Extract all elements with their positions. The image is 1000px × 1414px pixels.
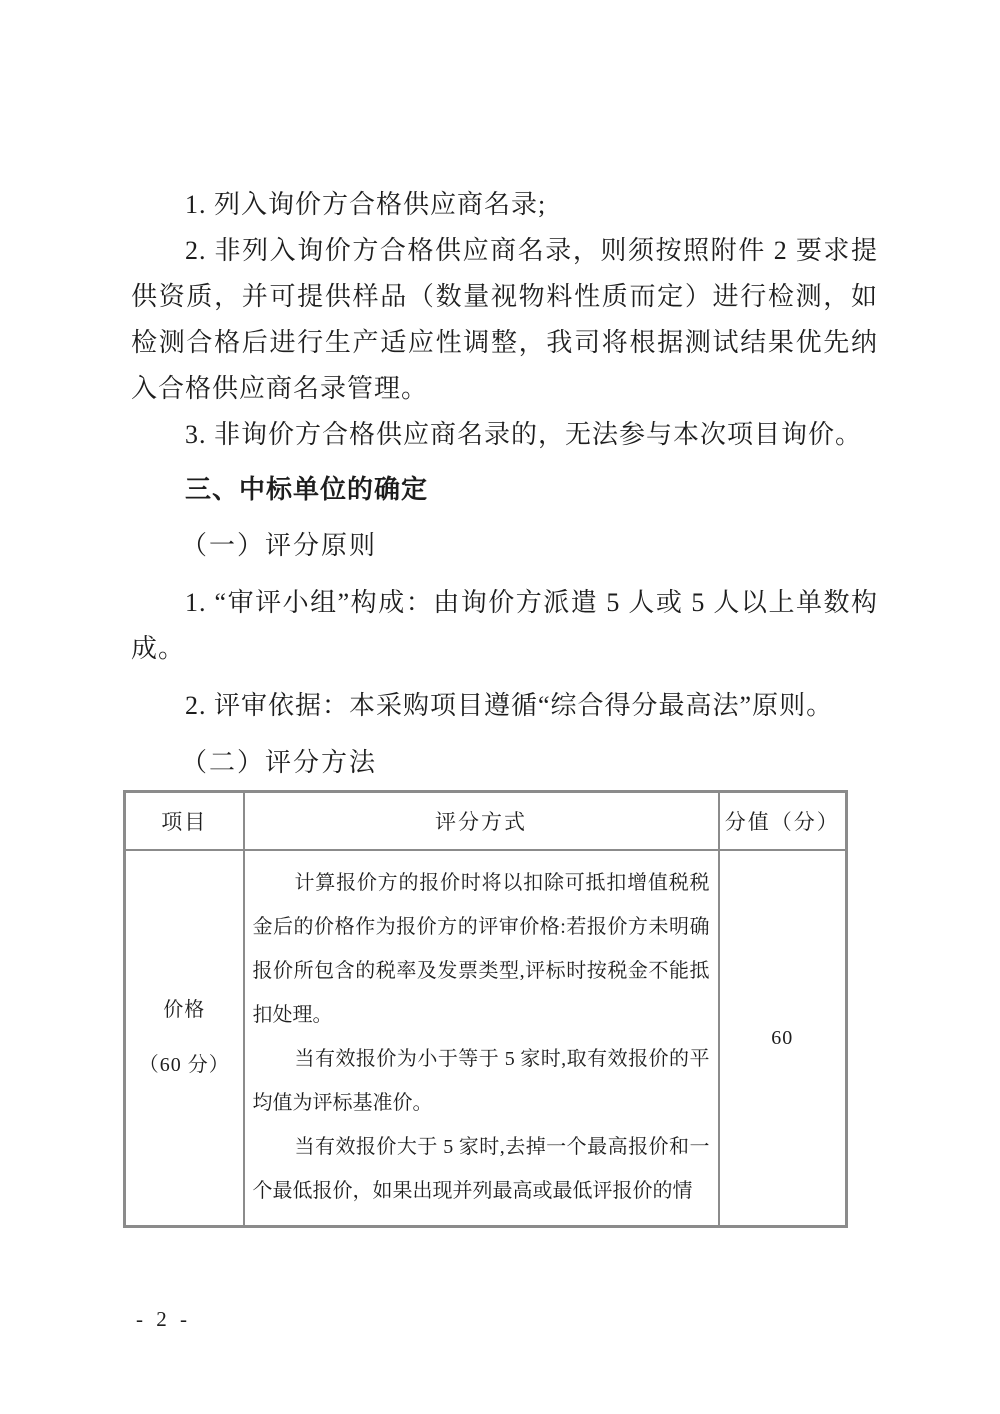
- price-item-label: 价格: [163, 999, 206, 1021]
- paragraph-supplier-list-3: 3. 非询价方合格供应商名录的，无法参与本次项目询价。: [185, 420, 863, 449]
- method-paragraph-five-or-fewer: 当有效报价为小于等于 5 家时,取有效报价的平均值为评标基准价。: [252, 1048, 710, 1114]
- method-paragraph-more-than-five: 当有效报价大于 5 家时,去掉一个最高报价和一个最低报价，如果出现并列最高或最低评报价的情: [252, 1136, 710, 1202]
- section-heading-winner-determination: 三、中标单位的确定: [185, 474, 429, 504]
- table-header-method: 评分方式: [244, 792, 719, 851]
- table-row-price: [125, 850, 847, 1227]
- paragraph-review-panel: 1. “审评小组”构成：由询价方派遣 5 人或 5 人以上单数构成。: [131, 588, 878, 663]
- page-number: - 2 -: [136, 1307, 191, 1331]
- scoring-method-table: [123, 790, 848, 1228]
- paragraph-supplier-list-1: 1. 列入询价方合格供应商名录;: [185, 190, 547, 219]
- price-score-cell: 60: [719, 850, 847, 1227]
- price-item-cell: [125, 850, 244, 1227]
- document-content: [131, 182, 878, 1228]
- method-paragraph-tax-deduction: 计算报价方的报价时将以扣除可抵扣增值税税金后的价格作为报价方的评审价格:若报价方未明确报价所包含的税率及发票类型,评标时按税金不能抵扣处理。: [252, 872, 710, 1026]
- table-header-item: 项目: [125, 792, 244, 851]
- subsection-scoring-method: （二）评分方法: [181, 748, 378, 777]
- subsection-scoring-principles: （一）评分原则: [181, 531, 378, 560]
- table-header-score: 分值（分）: [719, 792, 847, 851]
- table-header-row: [125, 792, 847, 851]
- price-item-weight: （60 分）: [138, 1054, 230, 1076]
- price-method-cell: [244, 850, 719, 1227]
- paragraph-supplier-list-2: 2. 非列入询价方合格供应商名录，则须按照附件 2 要求提供资质，并可提供样品（数量视物料性质而定）进行检测，如检测合格后进行生产适应性调整，我司将根据测试结果优先纳入合格供应商名录管理。: [131, 236, 878, 403]
- paragraph-review-basis: 2. 评审依据：本采购项目遵循“综合得分最高法”原则。: [185, 691, 834, 720]
